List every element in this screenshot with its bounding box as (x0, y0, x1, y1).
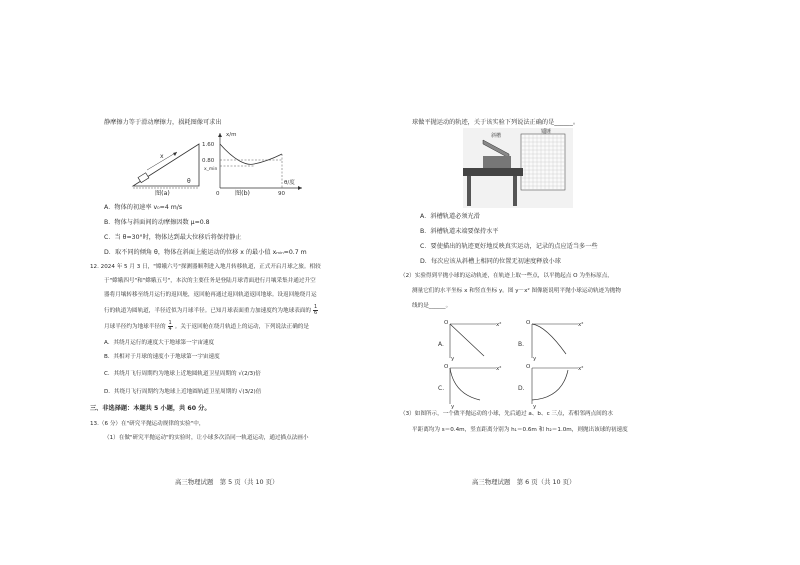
svg-text:x²: x² (496, 366, 502, 372)
svg-text:y: y (451, 356, 455, 362)
q13-line-1: 12. 2024 年 5 月 3 日，"嫦娥六号"探测器顺利进入地月转移轨道，正式开启月球之旅。相较 (90, 264, 321, 270)
graph-b-label: B. (518, 341, 525, 348)
graph-d-label: D. (518, 385, 525, 392)
option-c: C．要使描出的轨迹更好地反映真实运动，记录的点应适当多一些 (420, 243, 598, 250)
table-leg-left (467, 176, 471, 206)
q13-line-4: 行的轨道为圆轨道，半径近似为月球半径。已知月球表面重力加速度约为地球表面的 $\frac{1}{6}$ (104, 304, 318, 316)
option-b: B．斜槽轨道末端要保持水平 (420, 228, 499, 235)
q14-sub1: （1）在做"研究平抛运动"的实验时，让小球多次沿同一轨道运动，通过描点法画小 (104, 435, 309, 441)
right-top-line: 球做平抛运动的轨迹，关于该实验下列说法正确的是______。 (412, 119, 580, 126)
q12-option-b: B．物体与斜面间的动摩擦因数 μ=0.8 (104, 219, 210, 226)
graph-a-line (450, 324, 484, 356)
svg-text:O: O (444, 364, 449, 370)
fig-b-tick-160: 1.60 (202, 142, 215, 148)
svg-text:O: O (444, 320, 449, 326)
q13-radius-num: 1 (168, 320, 172, 326)
graph-options (436, 318, 616, 410)
fig-a-caption: 图(a) (155, 190, 170, 197)
q13-option-a: A．其绕月运行的速度大于地球第一宇宙速度 (104, 340, 215, 346)
svg-text:x²: x² (578, 366, 584, 372)
q12-option-a: A．物体的初速率 v₀=4 m/s (104, 204, 183, 211)
right-footer: 高三物理试题 第 6 页（共 10 页） (472, 478, 576, 486)
fig-b-x-label: θ/度 (284, 180, 295, 186)
graph-a (438, 320, 501, 362)
sub2-line-3: 线的是______。 (412, 303, 452, 309)
left-footer: 高三物理试题 第 5 页（共 10 页） (175, 478, 279, 486)
section-2-heading: 三、非选择题：本题共 5 小题，共 60 分。 (90, 405, 211, 412)
sub2-line-1: （2）实验得到平抛小球的运动轨迹，在轨迹上取一些点，以平抛起点 O 为坐标原点， (400, 273, 613, 279)
fig-b-caption: 图(b) (235, 190, 250, 197)
sqrt-d: √(3/2) (238, 389, 256, 395)
sub3-line-1: （3）如图所示，一个做平抛运动的小球，先后通过 a、b、c 三点，若相邻两点间的水 (400, 411, 613, 417)
q13-frac-den: 6 (313, 310, 318, 316)
graph-c (438, 364, 501, 410)
q13-option-c: C．其绕月飞行周期约为地球上近地圆轨道卫星周期的 √(2/3)倍 (104, 371, 261, 377)
q13-radius-den: 4 (168, 326, 172, 332)
svg-text:y: y (533, 404, 537, 410)
incline-block (138, 173, 149, 183)
q13-line-3: 器将月壤转移至绕月运行的返回舱，返回舱再通过返回轨道返回地球。设返回舱绕月运 (104, 292, 317, 298)
graph-b-curve (532, 324, 566, 354)
svg-text:y: y (451, 404, 455, 410)
q13-line-2: 于"嫦娥四号"和"嫦娥五号"，本次的主要任务是登陆月球背面进行月壤采集并通过升空 (104, 278, 316, 284)
svg-text:y: y (533, 356, 537, 362)
graph-a-label: A. (438, 341, 444, 348)
apparatus-illustration (463, 128, 573, 208)
fig-b-tick-90: 90 (278, 191, 285, 196)
q12-option-c: C．当 θ=30°时，物体达到最大位移后将保持静止 (104, 234, 242, 241)
graph-c-curve (450, 368, 480, 400)
figure-b-graph (198, 128, 308, 196)
svg-text:x²: x² (496, 322, 502, 328)
q13-frac-num: 1 (313, 304, 318, 310)
graph-d (518, 364, 583, 410)
table-top (463, 168, 523, 176)
fig-b-y-label: x/m (226, 132, 237, 138)
q14-stem: 13.（6 分）在"研究平抛运动规律的实验"中， (90, 421, 205, 427)
label-plate: 铅锤 (541, 129, 552, 135)
fig-b-origin: 0 (216, 191, 220, 196)
svg-text:O: O (526, 320, 531, 326)
sqrt-c: √(2/3) (238, 371, 256, 377)
svg-text:O: O (526, 364, 531, 370)
option-d: D．每次应该从斜槽上相同的位置无初速度释放小球 (420, 258, 561, 265)
graph-b (518, 320, 583, 362)
q12-option-d: D．取不同的倾角 θ，物体在斜面上能运动的位移 x 的最小值 xₘᵢₙ=0.7 m (104, 249, 307, 256)
slope-base (483, 156, 511, 168)
intro-line: 静摩擦力等于滑动摩擦力，损耗图像可求出 (104, 119, 222, 126)
sub3-line-2: 平距离均为 s＝0.4m，竖直距离分别为 h₁＝0.6m 和 h₂＝1.0m，则抛出该球的初速度 (412, 427, 628, 433)
graph-c-label: C. (438, 385, 445, 392)
q13-option-d: D．其绕月飞行周期约为地球上近地圆轨道卫星周期的 √(3/2)倍 (104, 389, 262, 395)
right-page (400, 0, 800, 565)
fig-b-curve (220, 144, 282, 164)
fig-b-tick-min: x_min (204, 167, 218, 172)
figure-a-incline (125, 136, 207, 196)
option-a: A．斜槽轨道必须光滑 (420, 213, 480, 220)
label-theta: θ (187, 178, 191, 185)
label-slope: 斜槽 (491, 133, 502, 139)
svg-text:x²: x² (578, 322, 584, 328)
table-leg-right (513, 176, 517, 206)
q13-line-5: 月球半径约为地球半径的 $\frac{1}{4}$ 。关于返回舱在绕月轨道上的运动，下列说法正确的是 (104, 320, 309, 332)
sub2-line-2: 测量它们的水平坐标 x 和竖直坐标 y。图 y－x² 图像能说明平抛小球运动轨迹为抛物 (412, 288, 621, 294)
graph-d-curve (532, 370, 568, 400)
q13-option-b: B．其相对于月球的速度小于地球第一宇宙速度 (104, 354, 220, 360)
fig-b-tick-080: 0.80 (202, 158, 215, 164)
label-x: x (160, 153, 164, 160)
